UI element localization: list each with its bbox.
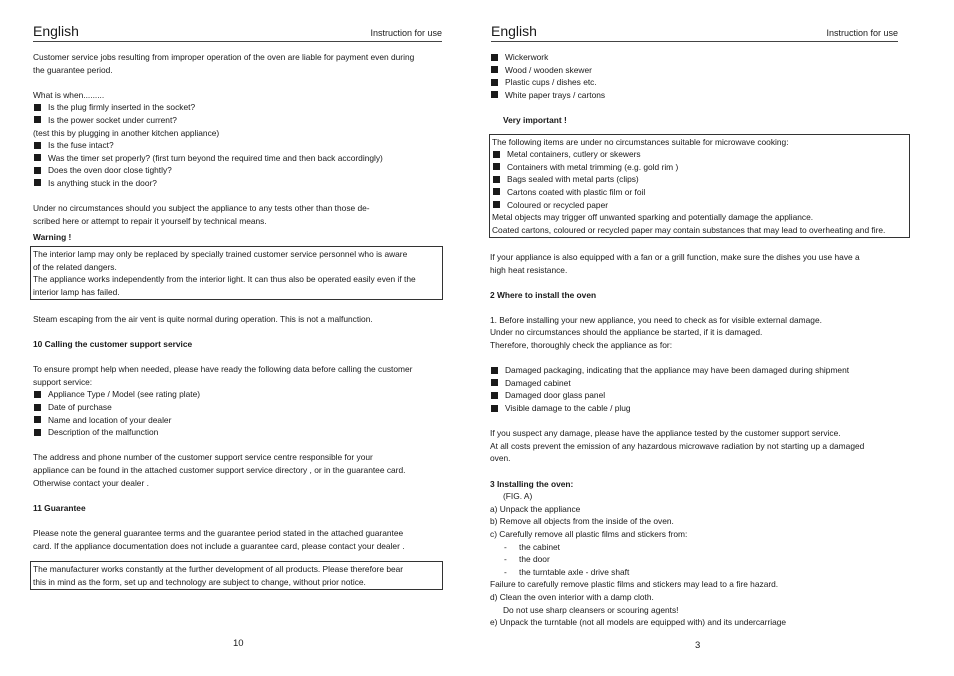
suspect-text: oven. [490, 453, 511, 464]
fire-warning: Failure to carefully remove plastic films and stickers may lead to a fire hazard. [490, 579, 779, 590]
header-title: Instruction for use [370, 28, 442, 38]
header-title: Instruction for use [826, 28, 898, 38]
section-2-text: Under no circumstances should the appliance be started, if it is damaged. [490, 327, 763, 338]
left-header [33, 22, 442, 42]
address-text: appliance can be found in the attached customer support service directory , or in the guarantee card. [33, 465, 406, 475]
section-2-title: 2 Where to install the oven [490, 289, 597, 300]
list-item: Is the power socket under current? [33, 114, 445, 127]
list-item: Wickerwork [490, 51, 912, 64]
section-2-text: 1. Before installing your new appliance, you need to check as for visible external damage. [490, 314, 822, 325]
what-is-when: What is when......... [33, 89, 105, 100]
dash-item: - the door [490, 553, 912, 566]
language-label: English [33, 23, 79, 39]
list-item: Damaged packaging, indicating that the appliance may have been damaged during shipment [490, 364, 912, 377]
list-item: Date of purchase [33, 401, 445, 414]
warning-title: Warning ! [33, 232, 72, 243]
manufacturer-box [30, 561, 443, 590]
fan-text: high heat resistance. [490, 264, 568, 275]
steam-note: Steam escaping from the air vent is quite normal during operation. This is not a malfunction. [33, 313, 373, 324]
warning-line: interior lamp has failed. [33, 286, 120, 297]
step-a: a) Unpack the appliance [490, 503, 581, 514]
step-d: d) Clean the oven interior with a damp cloth. [490, 591, 654, 602]
list-item: Cartons coated with plastic film or foil [492, 186, 907, 199]
language-label: English [491, 23, 537, 39]
list-item: Description of the malfunction [33, 426, 445, 439]
fan-text: If your appliance is also equipped with a fan or a grill function, make sure the dishes you use have a [490, 251, 860, 262]
suspect-text: At all costs prevent the emission of any hazardous microwave radiation by not starting up a damaged [490, 440, 865, 451]
step-c: c) Carefully remove all plastic films and stickers from: [490, 528, 688, 539]
list-item: Is anything stuck in the door? [33, 177, 445, 190]
right-page [477, 0, 954, 676]
guarantee-text: card. If the appliance documentation does not include a guarantee card, please contact your dealer . [33, 540, 405, 551]
address-text: The address and phone number of the customer support service centre responsible for your [33, 452, 373, 463]
step-b: b) Remove all objects from the inside of the oven. [490, 516, 674, 527]
figure-ref: (FIG. A) [503, 491, 533, 502]
list-item: Plastic cups / dishes etc. [490, 76, 912, 89]
section-10-title: 10 Calling the customer support service [33, 339, 193, 350]
list-item: Damaged door glass panel [490, 389, 912, 402]
section-10-text: To ensure prompt help when needed, please have ready the following data before calling the customer [33, 364, 413, 375]
list-item: Visible damage to the cable / plug [490, 402, 912, 415]
address-text: Otherwise contact your dealer . [33, 477, 149, 488]
right-body [490, 51, 912, 629]
box-note: Metal objects may trigger off unwanted sparking and potentially damage the appliance. [492, 212, 814, 223]
step-d-note: Do not use sharp cleansers or scouring agents! [503, 604, 679, 615]
list-item: Was the timer set properly? (first turn beyond the required time and then back accordingly) [33, 152, 445, 165]
list-item: Bags sealed with metal parts (clips) [492, 173, 907, 186]
section-11-title: 11 Guarantee [33, 502, 86, 513]
no-tests-line: scribed here or attempt to repair it yourself by technical means. [33, 215, 267, 226]
intro-line: Customer service jobs resulting from improper operation of the oven are liable for payment even during [33, 52, 415, 62]
section-10-text: support service: [33, 376, 93, 387]
no-tests-line: Under no circumstances should you subject the appliance to any tests other than those de- [33, 203, 370, 214]
intro-line: the guarantee period. [33, 64, 113, 75]
list-item: Appliance Type / Model (see rating plate) [33, 388, 445, 401]
guarantee-text: Please note the general guarantee terms and the guarantee period stated in the attached guarantee [33, 527, 404, 538]
list-item: Is the plug firmly inserted in the socket? [33, 101, 445, 114]
warning-box [30, 246, 443, 300]
list-item: Damaged cabinet [490, 377, 912, 390]
test-note: (test this by plugging in another kitchen appliance) [33, 127, 220, 138]
box-note: Coated cartons, coloured or recycled paper may contain substances that may lead to overheating and fire. [492, 224, 886, 235]
box-intro: The following items are under no circumstances suitable for microwave cooking: [492, 136, 789, 147]
warning-line: The interior lamp may only be replaced by specially trained customer service personnel who is aware [33, 248, 408, 259]
list-item: Containers with metal trimming (e.g. gold rim ) [492, 161, 907, 174]
dash-item: - the turntable axle - drive shaft [490, 566, 912, 579]
dash-item: - the cabinet [490, 541, 912, 554]
left-body [33, 51, 445, 590]
page-number: 3 [695, 640, 701, 651]
list-item: Does the oven door close tightly? [33, 164, 445, 177]
section-2-text: Therefore, thoroughly check the appliance as for: [490, 340, 673, 351]
list-item: Is the fuse intact? [33, 139, 445, 152]
right-header [491, 22, 898, 42]
list-item: White paper trays / cartons [490, 89, 912, 102]
important-title: Very important ! [503, 114, 567, 125]
list-item: Coloured or recycled paper [492, 199, 907, 212]
manufacturer-line: The manufacturer works constantly at the further development of all products. Please therefore bear [33, 564, 404, 575]
step-e: e) Unpack the turntable (not all models are equipped with) and its undercarriage [490, 617, 787, 628]
warning-line: of the related dangers. [33, 261, 117, 272]
manufacturer-line: this in mind as the form, set up and technology are subject to change, without prior notice. [33, 576, 366, 587]
list-item: Name and location of your dealer [33, 414, 445, 427]
section-3-title: 3 Installing the oven: [490, 478, 574, 489]
unsuitable-items-box [489, 134, 910, 239]
list-item: Wood / wooden skewer [490, 64, 912, 77]
list-item: Metal containers, cutlery or skewers [492, 148, 907, 161]
suspect-text: If you suspect any damage, please have the appliance tested by the customer support service. [490, 428, 841, 439]
page-number: 10 [233, 638, 244, 649]
warning-line: The appliance works independently from the interior light. It can thus also be operated easily even if the [33, 274, 416, 285]
